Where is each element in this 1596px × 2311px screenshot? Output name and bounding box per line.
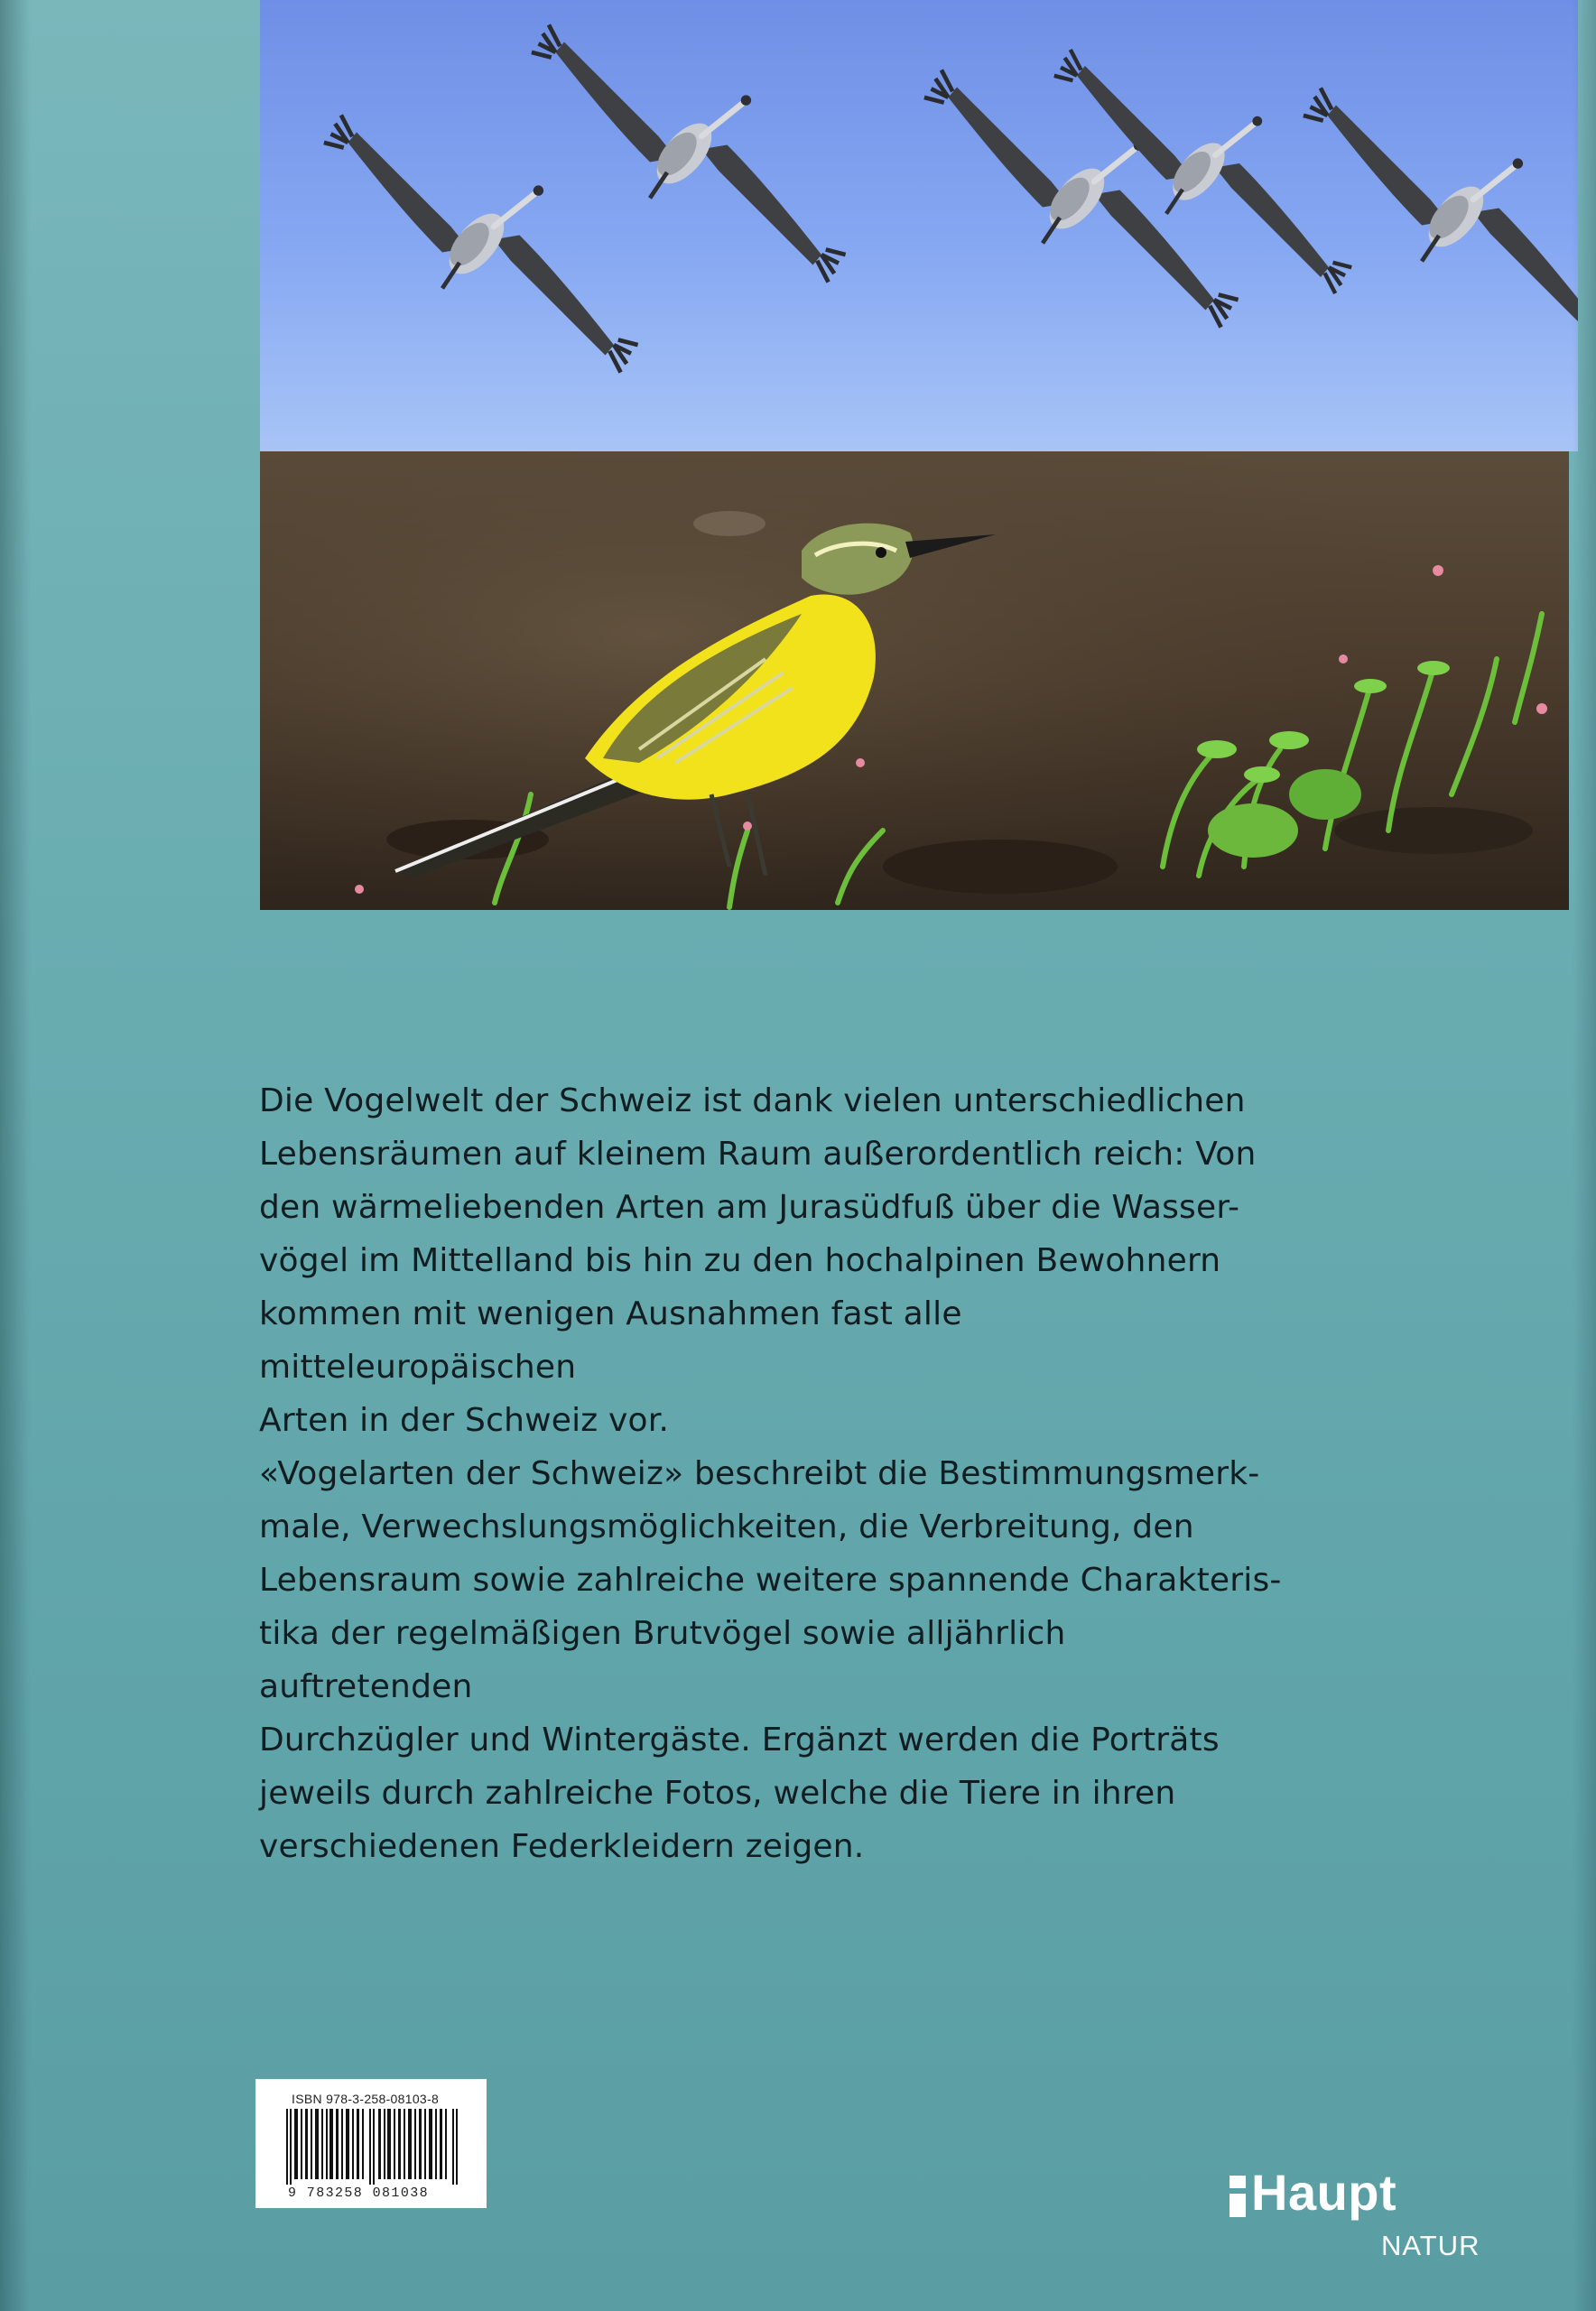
blurb-paragraph-2: «Vogelarten der Schweiz» beschreibt die Bestimmungsmerk- male, Verwechslungsmöglichkeiten, die Verbreitung, den Lebensraum sowie zahlreiche weitere spannende Charakteris- tika der regelmäßigen Brutvögel sowie alljährlich auftretenden Durchzügler und Wintergäste. Ergänzt werden die Porträts jeweils durch zahlreiche Fotos, welche die Tiere in ihren verschiedenen Federkleidern zeigen. — [259, 1455, 1282, 1865]
publisher-imprint: NATUR — [1381, 2230, 1480, 2261]
barcode-bars-icon — [283, 2109, 463, 2185]
haupt-mark-icon — [1229, 2176, 1246, 2217]
isbn-label: ISBN 978-3-258-08103-8 — [292, 2092, 440, 2106]
blurb-paragraph-1: Die Vogelwelt der Schweiz ist dank vielen unterschiedlichen Lebensräumen auf kleinem Raum außerordentlich reich: Von den wärmeliebenden Arten am Jurasüdfuß über die Wasser- vögel im Mittelland bis hin zu den hochalpinen Bewohnern kommen mit wenigen Ausnahmen fast alle mitteleuropäischen Arten in der Schweiz vor. — [259, 1082, 1257, 1439]
publisher-name: Haupt — [1251, 2164, 1397, 2221]
cranes-photo — [260, 0, 1578, 451]
spine-shadow — [0, 0, 31, 2311]
barcode-digits: 9 783258 081038 — [288, 2186, 430, 2201]
wagtail-illustration — [260, 451, 1569, 910]
isbn-barcode — [255, 2079, 487, 2208]
blurb-text — [259, 1074, 1288, 1873]
cranes-illustration — [260, 0, 1578, 451]
cover-edge-shadow — [1573, 0, 1596, 2311]
wagtail-photo — [260, 451, 1569, 910]
publisher-logo — [1229, 2164, 1518, 2268]
